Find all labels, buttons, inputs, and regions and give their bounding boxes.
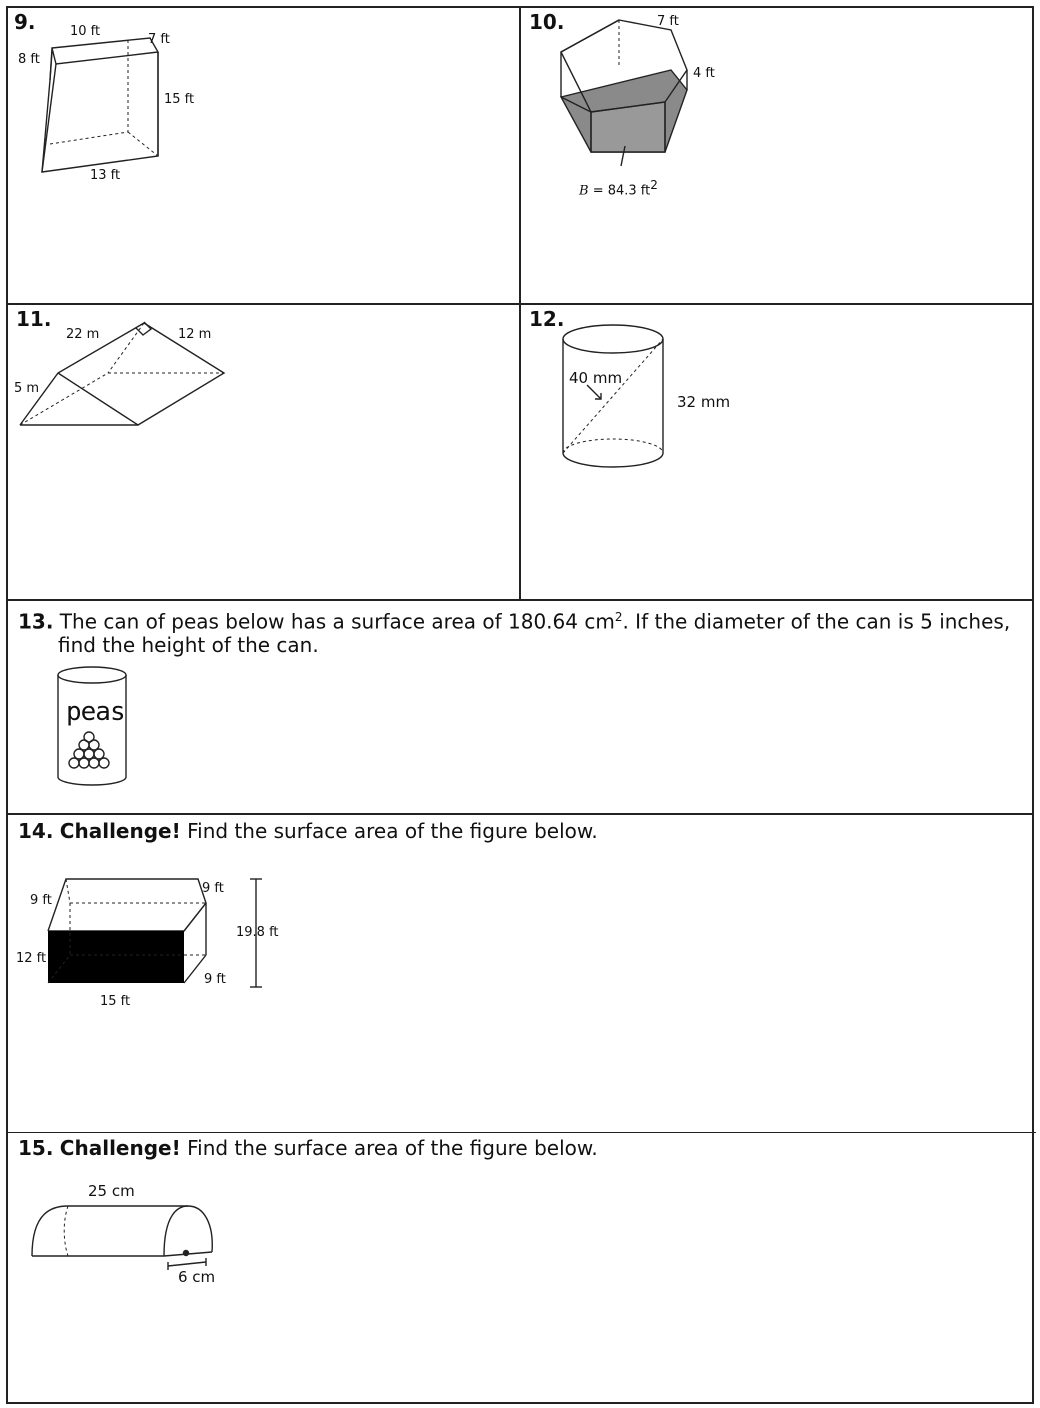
- label-leg1: 22 m: [66, 327, 100, 342]
- problem-number: 15.: [18, 1136, 54, 1160]
- base-value: = 84.3 ft: [588, 183, 651, 199]
- problem-number: 9.: [14, 10, 36, 34]
- question-text: Find the surface area of the figure below.: [180, 1136, 598, 1160]
- label-bottom: 13 ft: [90, 168, 121, 183]
- label-height: 15 ft: [164, 92, 195, 107]
- label-length: 15 ft: [100, 994, 131, 1009]
- half-cylinder-figure: [8, 1194, 228, 1314]
- label-base-area: [579, 178, 658, 198]
- problem-14: [8, 815, 1032, 1132]
- cylinder-figure: [521, 305, 681, 475]
- problem-number: 11.: [16, 307, 52, 331]
- base-exponent: 2: [650, 178, 658, 192]
- grid-border-right: [1032, 6, 1034, 1404]
- label-length: 25 cm: [88, 1182, 135, 1200]
- challenge-label: Challenge!: [59, 1136, 181, 1160]
- challenge-label: Challenge!: [59, 819, 181, 843]
- label-depth: 5 m: [14, 381, 40, 396]
- question-text-a: The can of peas below has a surface area of 180.64 cm: [59, 609, 615, 634]
- problem-number: 12.: [529, 307, 565, 331]
- label-left-top: 9 ft: [30, 893, 52, 908]
- can-label: peas: [66, 697, 125, 727]
- label-height: 12 ft: [16, 951, 47, 966]
- problem-14-question: [18, 817, 598, 845]
- label-radius: 6 cm: [178, 1268, 216, 1286]
- label-height: 4 ft: [693, 66, 715, 81]
- triangular-prism-figure: [8, 305, 248, 445]
- problem-9: [8, 8, 519, 303]
- problem-15-question: [18, 1134, 598, 1162]
- label-diagonal: 40 mm: [569, 369, 623, 387]
- problem-15: [8, 1134, 1032, 1402]
- grid-border-bottom: [6, 1402, 1034, 1404]
- label-top: 10 ft: [70, 24, 101, 39]
- can-of-peas-image: [54, 665, 144, 795]
- label-total-height: 19.8 ft: [236, 925, 279, 940]
- problem-10: [521, 8, 1032, 303]
- label-right-top: 9 ft: [202, 881, 224, 896]
- problem-12: [521, 305, 1032, 599]
- problem-11: [8, 305, 519, 599]
- base-symbol: B: [579, 183, 589, 199]
- problem-13: [8, 601, 1032, 813]
- label-depth: 7 ft: [148, 32, 170, 47]
- grid-divider-row4: [6, 1132, 1036, 1133]
- problem-number: 10.: [529, 10, 565, 34]
- question-text-line2: find the height of the can.: [58, 633, 319, 657]
- label-right-bottom: 9 ft: [204, 972, 226, 987]
- label-height: 32 mm: [677, 393, 731, 411]
- question-sup: 2: [614, 610, 623, 624]
- label-side: 7 ft: [657, 14, 679, 29]
- question-text-b: . If the diameter of the can is 5 inches,: [622, 609, 1011, 634]
- question-text: Find the surface area of the figure below.: [180, 819, 598, 843]
- problem-number: 13.: [18, 609, 54, 634]
- label-left: 8 ft: [18, 52, 40, 67]
- label-leg2: 12 m: [178, 327, 212, 342]
- problem-number: 14.: [18, 819, 54, 843]
